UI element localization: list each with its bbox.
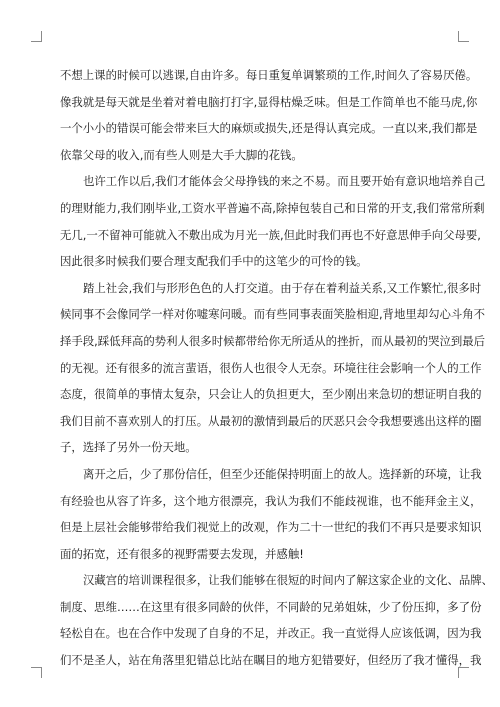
text-line: 不想上课的时候可以逃课,自由许多。每日重复单调繁琐的工作,时间久了容易厌倦。 bbox=[60, 68, 478, 82]
text-line: 子，选择了另外一份天地。 bbox=[60, 440, 197, 455]
text-line: 无几,一不留神可能就入不敷出成为月光一族,但此时我们再也不好意思伸手向父母要, bbox=[60, 227, 481, 242]
text-line: 面的拓宽，还有很多的视野需要去发现，并感触! bbox=[60, 546, 304, 561]
text-line: 汉藏宫的培训课程很多，让我们能够在很短的时间内了解这家企业的文化、品牌、 bbox=[83, 573, 494, 588]
text-line: 制度、思维……在这里有很多同龄的伙伴，不同龄的兄弟姐妹，少了份压抑，多了份 bbox=[60, 599, 482, 614]
document-body bbox=[60, 62, 494, 674]
text-line: 轻松自在。也在合作中发现了自身的不足，并改正。我一直觉得人应该低调，因为我 bbox=[60, 626, 482, 641]
text-line: 的理财能力,我们刚毕业,工资水平普遍不高,除掉包装自己和日常的开支,我们常常所剩 bbox=[60, 200, 485, 215]
text-line: 有经验也从容了许多，这个地方很漂亮，我认为我们不能歧视谁，也不能拜金主义， bbox=[60, 493, 482, 508]
crop-mark-bottom-left bbox=[31, 667, 42, 678]
text-line: 因此很多时候我们要合理支配我们手中的这笔少的可怜的钱。 bbox=[60, 254, 368, 269]
text-line: 离开之后，少了那份信任，但至少还能保持明面上的故人。选择新的环境，让我 bbox=[83, 466, 482, 481]
crop-mark-top-right bbox=[458, 31, 469, 42]
text-line: 态度，很简单的事情太复杂，只会让人的负担更大，至少刚出来急切的想证明自我的 bbox=[60, 387, 482, 402]
text-line: 踏上社会,我们与形形色色的人打交道。由于存在着利益关系,又工作繁忙,很多时 bbox=[83, 280, 482, 295]
crop-mark-bottom-right bbox=[458, 667, 469, 678]
text-line: 但是上层社会能够带给我们视觉上的改观，作为二十一世纪的我们不再只是要求知识 bbox=[60, 520, 482, 535]
text-line: 一个小小的错误可能会带来巨大的麻烦或损失,还是得认真完成。一直以来,我们都是 bbox=[60, 121, 478, 136]
text-line: 择手段,踩低拜高的势利人很多时候都带给你无所适从的挫折，而从最初的哭泣到最后 bbox=[60, 333, 486, 348]
crop-mark-top-left bbox=[31, 31, 42, 42]
text-line: 也许工作以后,我们才能体会父母挣钱的来之不易。而且要开始有意识地培养自己 bbox=[83, 174, 486, 189]
text-line: 依靠父母的收入,而有些人则是大手大脚的花钱。 bbox=[60, 147, 303, 162]
text-line: 们不是圣人，站在角落里犯错总比站在瞩目的地方犯错要好，但经历了我才懂得，我 bbox=[60, 653, 482, 668]
text-line: 像我就是每天就是坐着对着电脑打打字,显得枯燥乏味。但是工作简单也不能马虎,你 bbox=[60, 94, 478, 109]
text-line: 我们目前不喜欢别人的打压。从最初的激情到最后的厌恶只会令我想要逃出这样的圈 bbox=[60, 413, 482, 428]
text-line: 的无视。还有很多的流言蜚语，很伤人也很令人无奈。环境往往会影响一个人的工作 bbox=[60, 360, 482, 375]
text-line: 候同事不会像同学一样对你嘘寒问暖。而有些同事表面笑脸相迎,背地里却勾心斗角不 bbox=[60, 307, 486, 322]
